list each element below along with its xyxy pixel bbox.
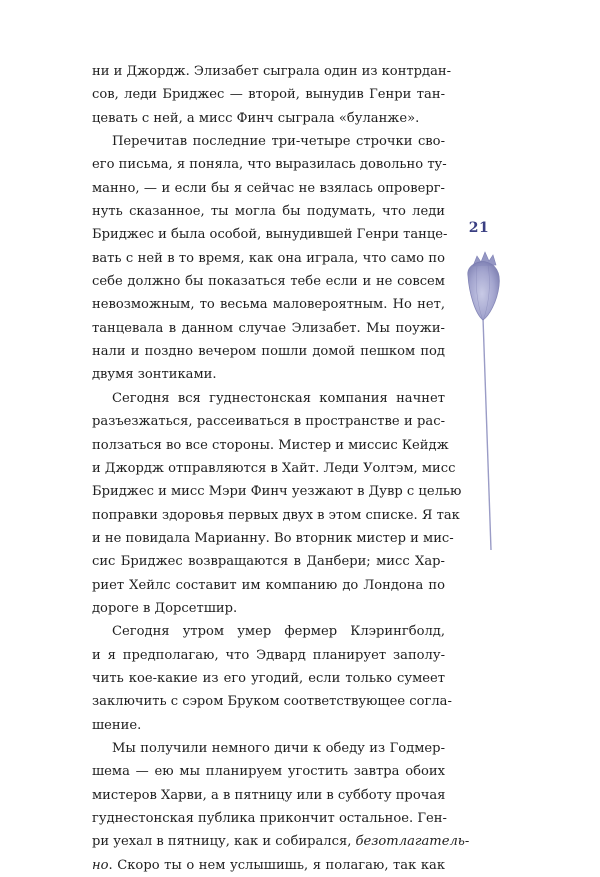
text-line: Сегодня утром умер фермер Клэрингболд, — [112, 624, 445, 640]
text-line: чить кое-какие из его угодий, если только сумеет — [92, 670, 445, 686]
paragraph-4 — [92, 620, 452, 737]
text-line: риет Хейлс составит им компанию до Лондона по — [92, 577, 445, 593]
text-line: ни и Джордж. Элизабет сыграла один из контрдан- — [92, 64, 452, 79]
text-line: поправки здоровья первых двух в этом списке. Я так — [92, 507, 460, 523]
body-text — [92, 60, 470, 877]
text-line: танцевала в данном случае Элизабет. Мы поужи- — [92, 320, 445, 336]
text-line: ползаться во все стороны. Мистер и миссис Кейдж — [92, 437, 449, 453]
emphasis: но — [92, 857, 109, 873]
emphasis: безотлагатель- — [355, 834, 470, 850]
text-line: двумя зонтиками. — [92, 367, 217, 383]
text-line: нали и поздно вечером пошли домой пешком под — [92, 344, 445, 360]
text-line: его письма, я поняла, что выразилась довольно ту- — [92, 157, 447, 173]
text-line: Бриджес и была особой, вынудившей Генри танце- — [92, 227, 448, 243]
text-line: манно, — и если бы я сейчас не взялась опроверг- — [92, 180, 445, 196]
text-line: заключить с сэром Бруком соответствующее согла- — [92, 694, 452, 710]
paragraph-5 — [92, 737, 470, 877]
text-line: и я предполагаю, что Эдвард планирует заполу- — [92, 647, 445, 663]
text-line: Сегодня вся гуднестонская компания начнет — [112, 390, 445, 406]
text-line: Перечитав последние три-четыре строчки сво- — [112, 134, 445, 150]
text-line: мистеров Харви, а в пятницу или в субботу прочая — [92, 787, 446, 803]
text-line: и не повидала Марианну. Во вторник мистер и мис- — [92, 530, 454, 546]
paragraph-1 — [92, 60, 452, 130]
text-line: и Джордж отправляются в Хайт. Леди Уолтэм, мисс — [92, 460, 456, 476]
text-line: Мы получили немного дичи к обеду из Годмер- — [112, 740, 445, 756]
text-line: гуднестонская публика прикончит остальное. Ген- — [92, 811, 447, 826]
text-line — [92, 854, 445, 877]
paragraph-2 — [92, 130, 448, 387]
text-line: Бриджес и мисс Мэри Финч уезжают в Дувр с целью — [92, 484, 462, 500]
text-line: нуть сказанное, ты могла бы подумать, что леди — [92, 204, 445, 220]
text-line: шема — ею мы планируем угостить завтра обоих — [92, 764, 445, 780]
text-run: ри уехал в пятницу, как и собирался, — [92, 834, 356, 850]
text-line: дороге в Дорсетшир. — [92, 600, 238, 616]
text-line: разъезжаться, рассеиваться в пространстве и рас- — [92, 414, 445, 430]
text-line: невозможным, то весьма маловероятным. Но нет, — [92, 297, 445, 313]
text-line: себе должно бы показаться тебе если и не совсем — [92, 274, 445, 290]
text-run: . Скоро ты о нем услышишь, я полагаю, так как — [108, 857, 445, 873]
text-line: шение. — [92, 717, 142, 733]
text-line: сов, леди Бриджес — второй, вынудив Генри тан- — [92, 87, 445, 103]
text-line: сис Бриджес возвращаются в Данбери; мисс Хар- — [92, 554, 445, 570]
page-number: 21 — [468, 220, 490, 236]
paragraph-3 — [92, 387, 462, 620]
text-line — [92, 830, 470, 853]
text-line: вать с ней в то время, как она играла, что само по — [92, 250, 445, 266]
poppy-seed-head-icon — [455, 240, 525, 570]
text-line: цевать с ней, а мисс Финч сыграла «буланже». — [92, 110, 420, 126]
